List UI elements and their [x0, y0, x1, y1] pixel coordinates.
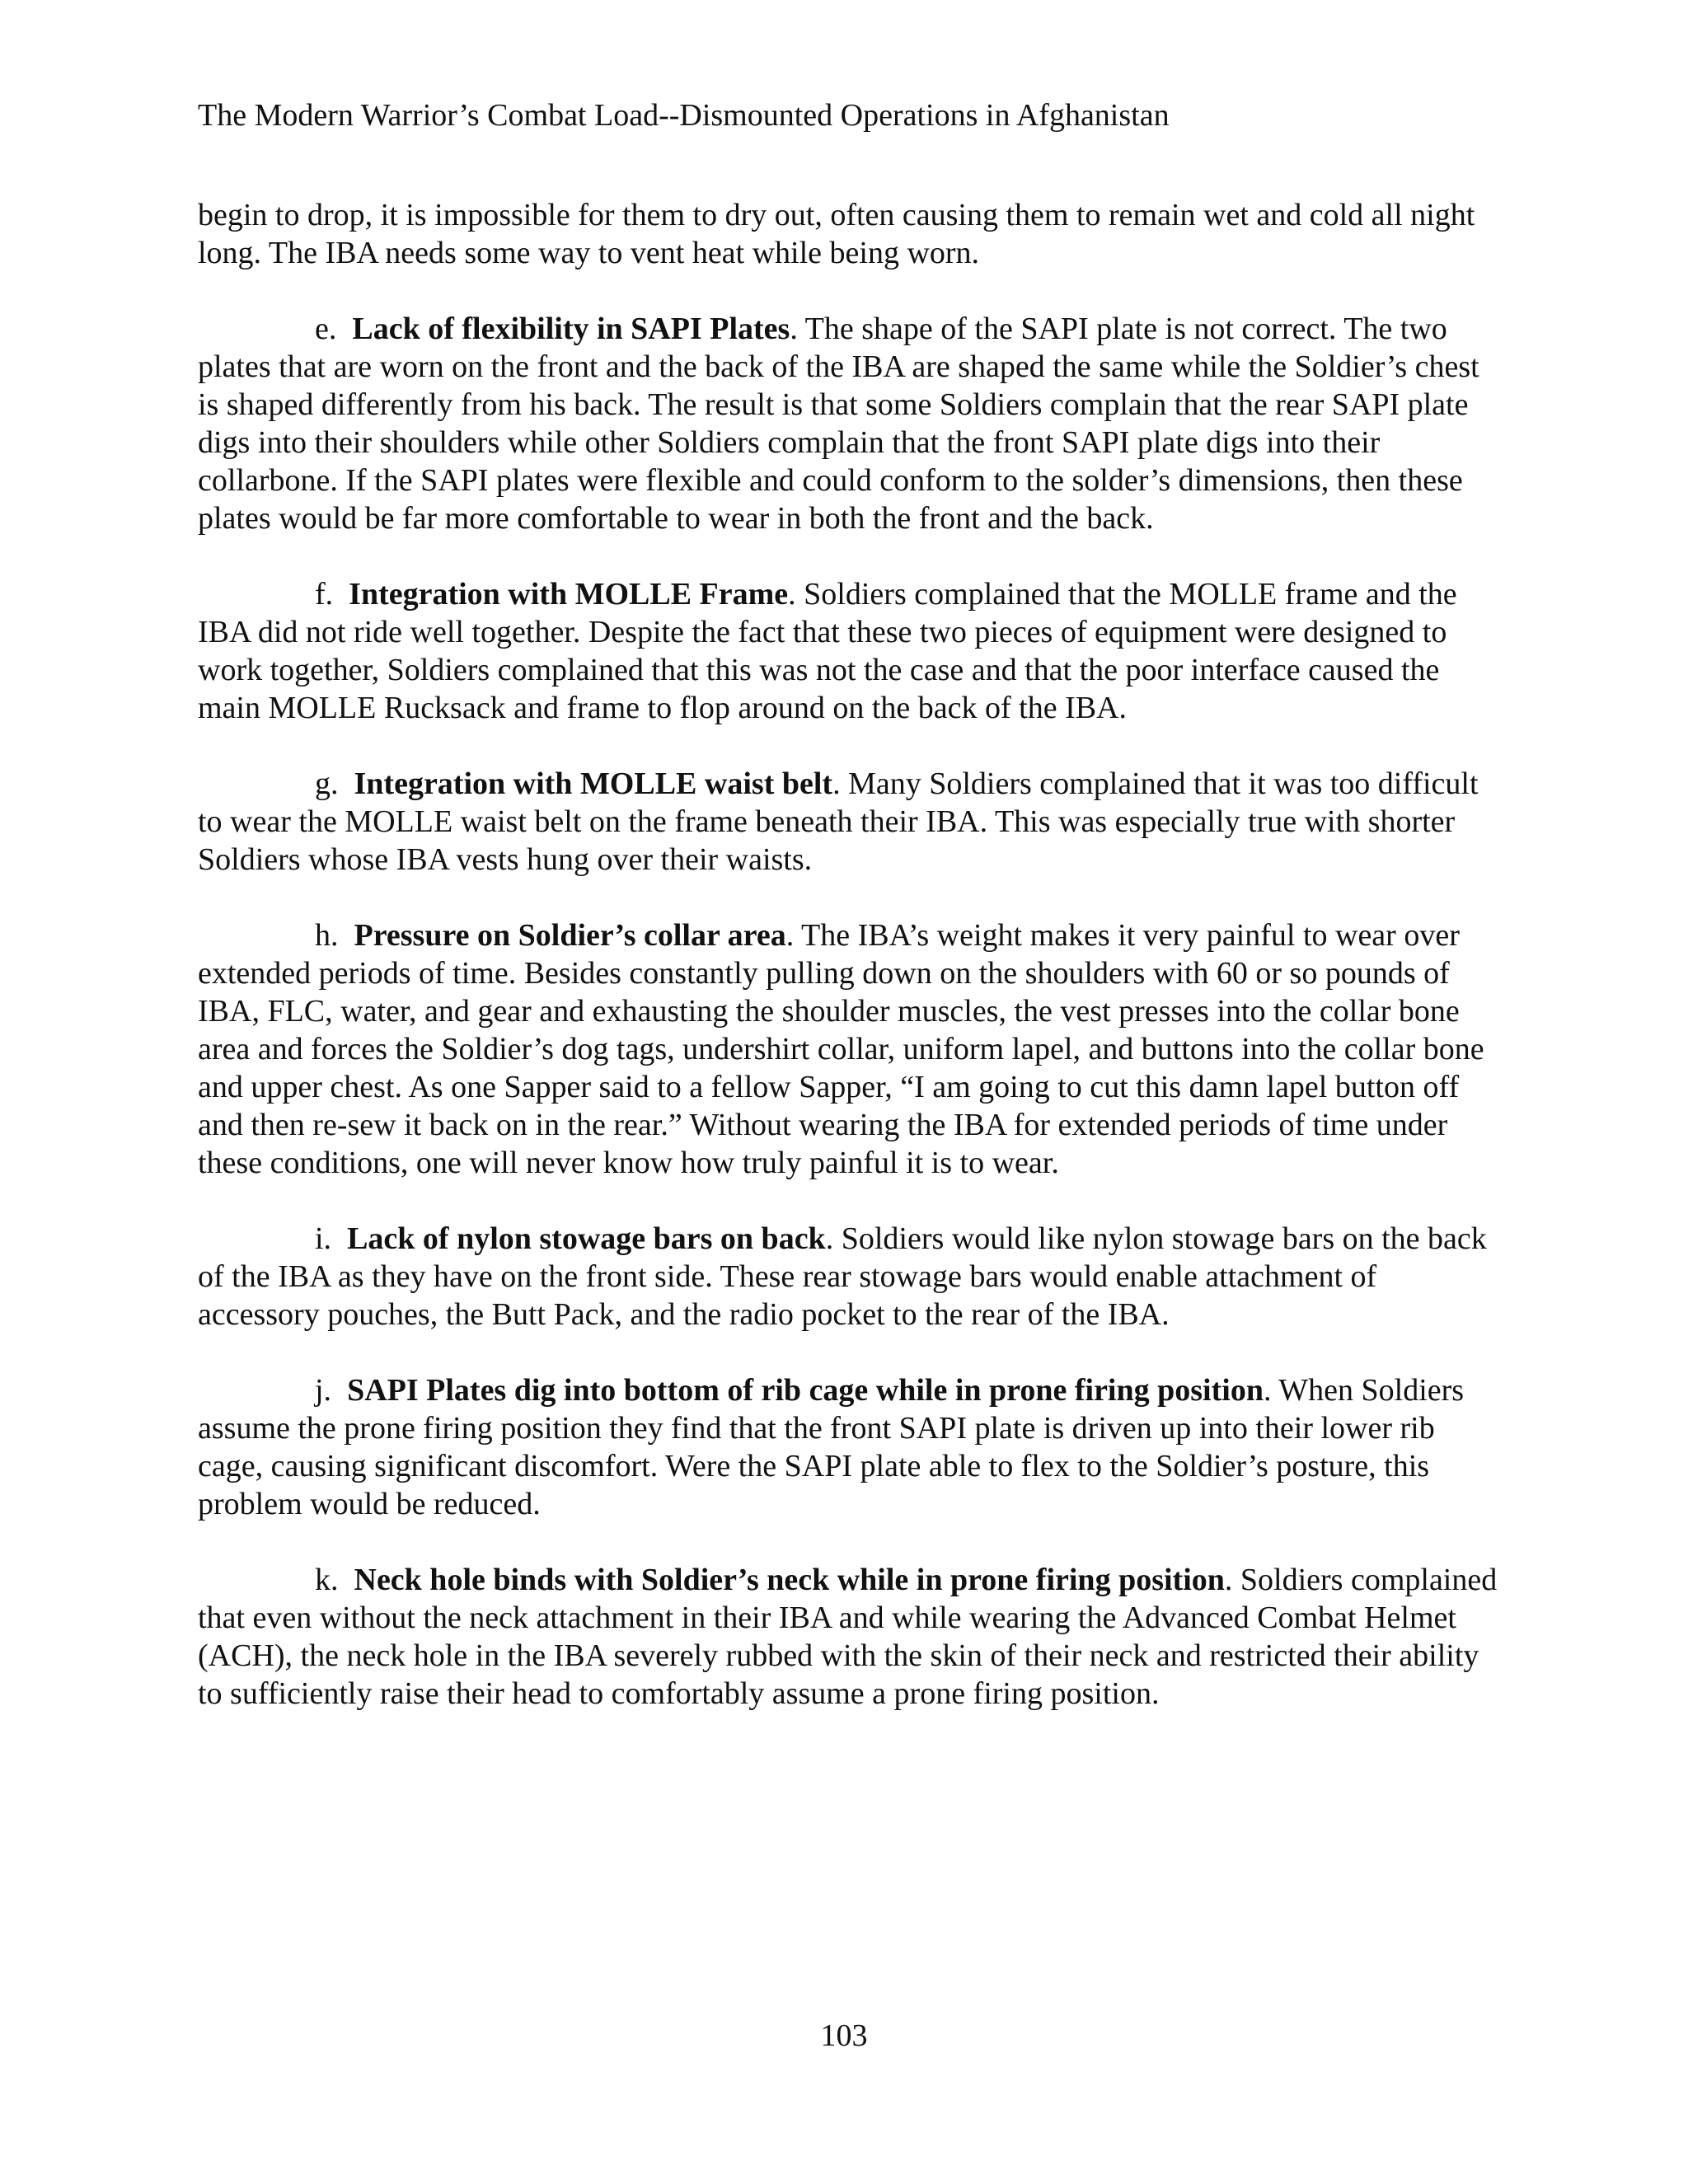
item-title: Lack of flexibility in SAPI Plates: [352, 312, 790, 346]
item-paragraph-j: [198, 1371, 1500, 1523]
item-text: . The shape of the SAPI plate is not correct. The two plates that are worn on the front and the back of the IBA are shaped the same while the Soldier’s chest is shaped differently from his back. The result is that some Soldiers complain that the rear SAPI plate digs into their shoulders while other Soldiers complain that the front SAPI plate digs into their collarbone. If the SAPI plates were flexible and could conform to the solder’s dimensions, then these plates would be far more comfortable to wear in both the front and the back.: [198, 312, 1479, 536]
item-paragraph-h: [198, 916, 1500, 1182]
item-letter: h.: [315, 918, 339, 953]
item-text: . Many Soldiers complained that it was too difficult to wear the MOLLE waist belt on the frame beneath their IBA. This was especially true with shorter Soldiers whose IBA vests hung over their waists.: [198, 766, 1479, 877]
item-title: Integration with MOLLE Frame: [349, 577, 789, 612]
item-paragraph-f: [198, 575, 1500, 727]
item-letter: f.: [315, 577, 334, 612]
item-letter: k.: [315, 1563, 339, 1597]
item-text: . Soldiers complained that even without the neck attachment in their IBA and while wearing the Advanced Combat Helmet (ACH), the neck hole in the IBA severely rubbed with the skin of their neck and restricted their ability to sufficiently raise their head to comfortably assume a prone firing position.: [198, 1563, 1498, 1711]
intro-paragraph: begin to drop, it is impossible for them to dry out, often causing them to remain wet and cold all night long. The IBA needs some way to vent heat while being worn.: [198, 198, 1475, 270]
item-text: . The IBA’s weight makes it very painful to wear over extended periods of time. Besides constantly pulling down on the shoulders with 60 or so pounds of IBA, FLC, water, and gear and exhausting the shoulder muscles, the vest presses into the collar bone area and forces the Soldier’s dog tags, undershirt collar, uniform lapel, and buttons into the collar bone and upper chest. As one Sapper said to a fellow Sapper, “I am going to cut this damn lapel button off and then re-sew it back on in the rear.” Without wearing the IBA for extended periods of time under these conditions, one will never know how truly painful it is to wear.: [198, 918, 1484, 1180]
item-paragraph-k: [198, 1561, 1500, 1713]
item-letter: e.: [315, 312, 337, 346]
item-paragraph-g: [198, 765, 1500, 879]
item-title: Neck hole binds with Soldier’s neck while in prone firing position: [354, 1563, 1225, 1597]
item-title: SAPI Plates dig into bottom of rib cage while in prone firing position: [347, 1373, 1264, 1408]
item-paragraph-i: [198, 1220, 1500, 1333]
item-text: . Soldiers would like nylon stowage bars on the back of the IBA as they have on the front side. These rear stowage bars would enable attachment of accessory pouches, the Butt Pack, and the radio pocket to the rear of the IBA.: [198, 1221, 1487, 1332]
item-paragraph-e: [198, 310, 1500, 537]
item-text: . When Soldiers assume the prone firing position they find that the front SAPI plate is driven up into their lower rib cage, causing significant discomfort. Were the SAPI plate able to flex to the Soldier’s posture, this problem would be reduced.: [198, 1373, 1465, 1521]
item-letter: g.: [315, 766, 339, 801]
item-letter: i.: [315, 1221, 332, 1256]
item-title: Integration with MOLLE waist belt: [354, 766, 833, 801]
page-header: The Modern Warrior’s Combat Load--Dismounted Operations in Afghanistan: [198, 98, 1170, 133]
item-letter: j.: [315, 1373, 332, 1408]
item-title: Pressure on Soldier’s collar area: [354, 918, 786, 953]
item-text: . Soldiers complained that the MOLLE frame and the IBA did not ride well together. Despite the fact that these two pieces of equipment were designed to work together, Soldiers complained that this was not the case and that the poor interface caused the main MOLLE Rucksack and frame to flop around on the back of the IBA.: [198, 577, 1457, 725]
item-title: Lack of nylon stowage bars on back: [347, 1221, 826, 1256]
page-number: 103: [820, 2018, 868, 2053]
document-body: [198, 196, 1500, 1750]
